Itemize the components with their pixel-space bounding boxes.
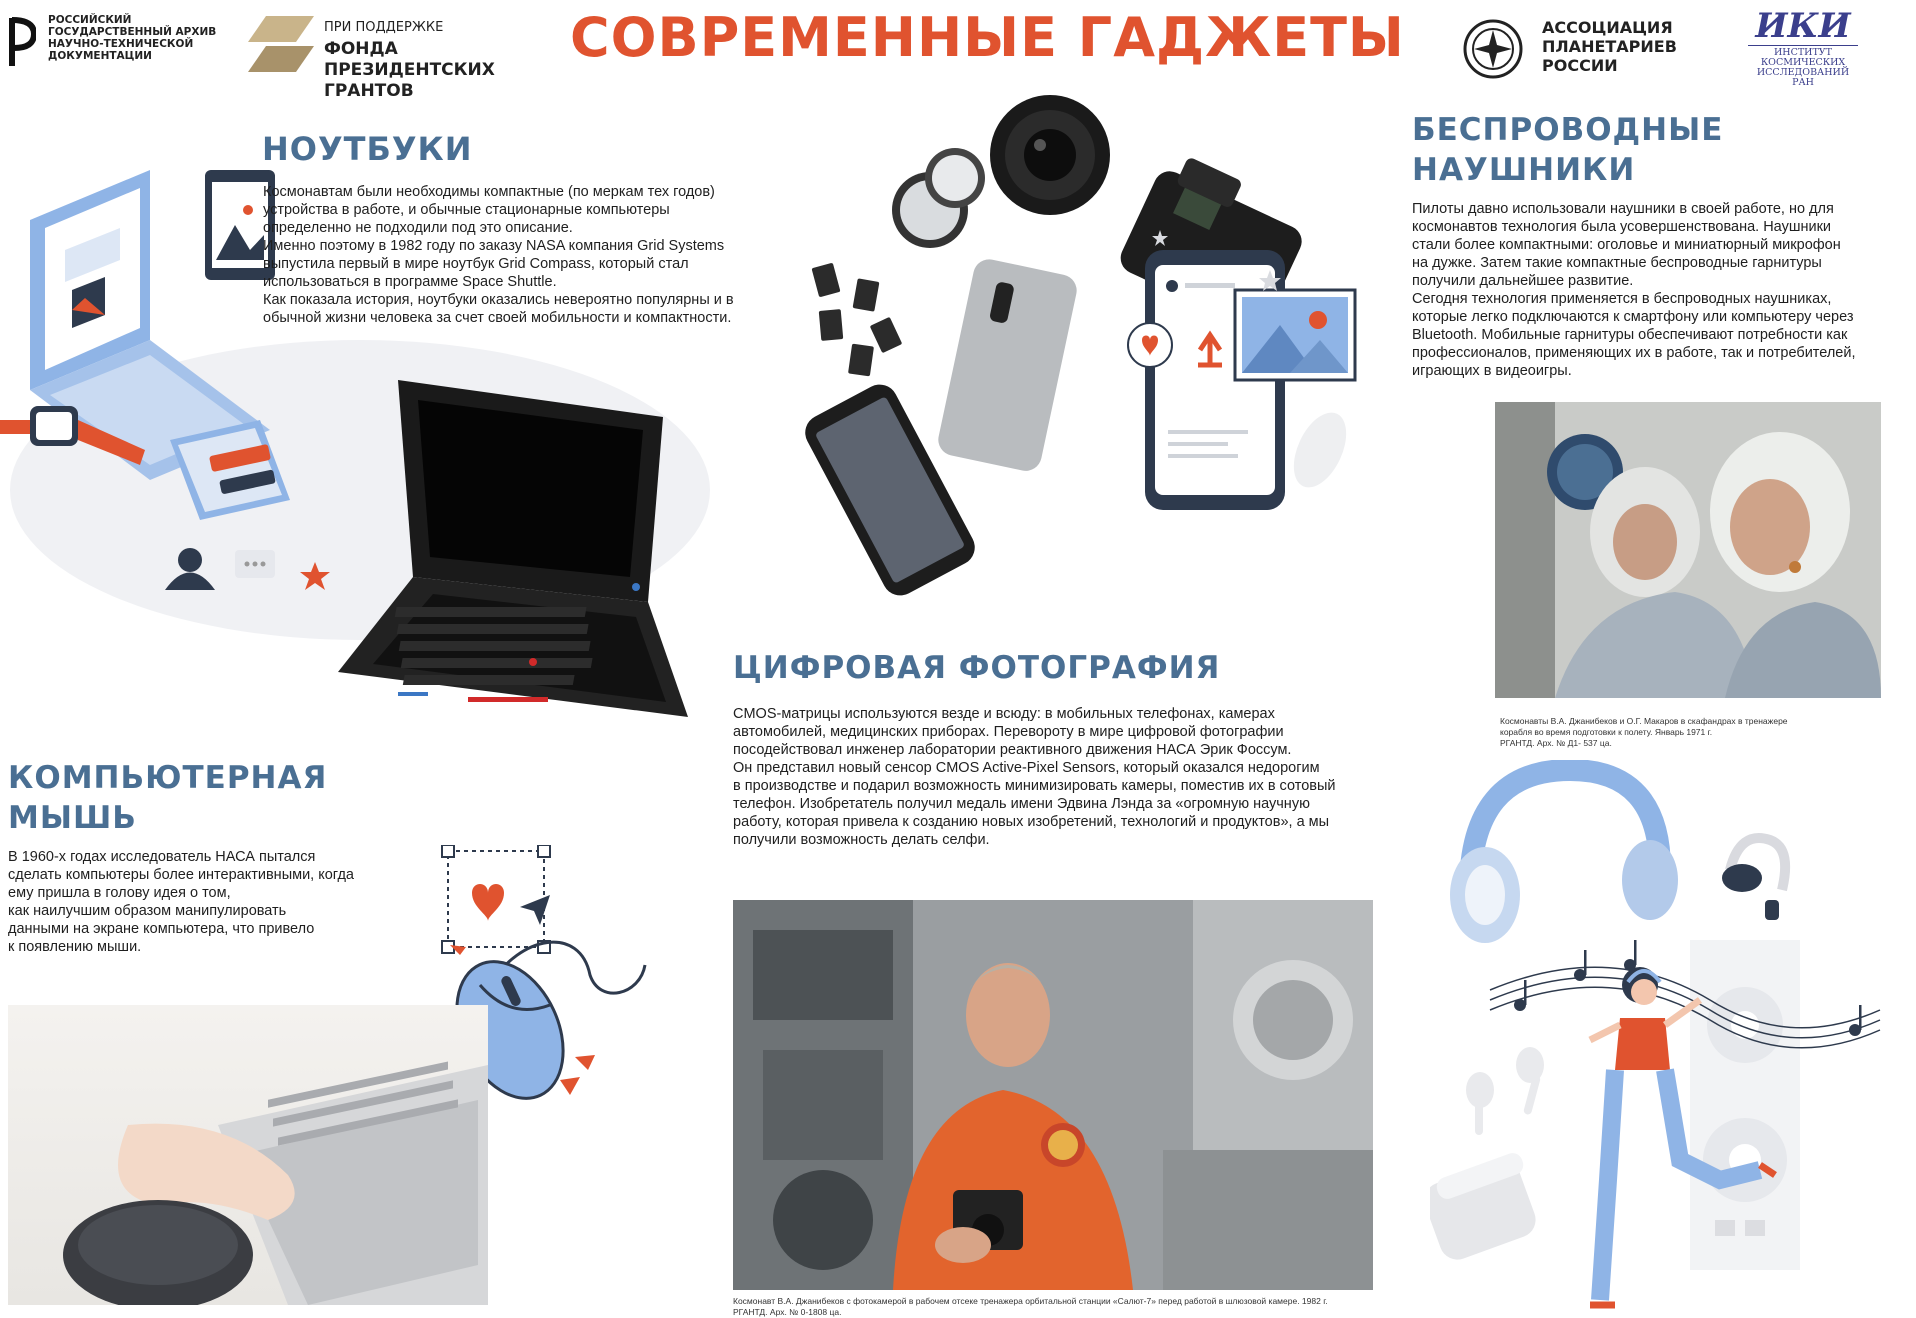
mouse-heading-line: МЫШЬ <box>8 800 137 836</box>
mouse-text <box>8 848 408 956</box>
mouse-text-line: ему пришла в голову идея о том, <box>8 885 231 901</box>
iki-logo-letters: ИКИ <box>1755 6 1851 46</box>
fund-logo-line: ПРИ ПОДДЕРЖКЕ <box>324 20 444 35</box>
photo-caption <box>733 1296 1373 1318</box>
laptops-text <box>263 183 753 327</box>
headphones-caption-line: Космонавты В.А. Джанибеков и О.Г. Макаров в скафандрах в тренажере <box>1500 716 1788 726</box>
mouse-text-line: данными на экране компьютера, что привело <box>8 921 315 937</box>
headphones-caption-line: корабля во время подготовки к полету. Январь 1971 г. <box>1500 727 1713 737</box>
archive-logo-line: НАУЧНО-ТЕХНИЧЕСКОЙ <box>48 38 194 50</box>
mouse-heading <box>8 758 327 838</box>
laptops-paragraph: Именно поэтому в 1982 году по заказу NASA компания Grid Systems выпустила первый в мире ноутбук Grid Compass, который стал использоваться в программе Space Shuttle. <box>263 238 725 290</box>
laptops-paragraph: Космонавтам были необходимы компактные (по меркам тех годов) устройства в работе, и обычные стационарные компьютеры определенно не подходили под это описание. <box>263 184 715 236</box>
cosmonaut-camera-photo <box>733 900 1373 1290</box>
iki-logo-line: ИНСТИТУТ <box>1774 47 1832 58</box>
hand-mouse-photo <box>8 1005 488 1305</box>
fund-logo-line: ФОНДА <box>324 39 398 59</box>
iki-logo-line: ИССЛЕДОВАНИЙ <box>1756 67 1850 78</box>
headphones-heading-line: БЕСПРОВОДНЫЕ <box>1412 112 1724 148</box>
archive-logo-line: РОССИЙСКИЙ <box>48 14 132 26</box>
headphones-text-line: космонавтов технология была усовершенствована. Наушники <box>1412 219 1832 235</box>
headphones-illustration <box>1430 760 1910 1310</box>
iki-logo <box>1728 8 1878 92</box>
photo-text <box>733 705 1373 849</box>
laptops-heading: НОУТБУКИ <box>262 130 473 168</box>
photo-text-line: работу, которая привела к созданию новых изобретений, технологий и продуктов», а мы <box>733 814 1330 830</box>
headphones-caption-line: РГАНТД. Арх. № Д1- 537 ца. <box>1500 738 1612 748</box>
photo-text-line: Он представил новый сенсор CMOS Active-Pixel Sensors, который оказался недорогим <box>733 760 1320 776</box>
photo-text-line: телефон. Изобретатель получил медаль имени Эдвина Лэнда за «огромную научную <box>733 796 1310 812</box>
archive-logo <box>8 14 228 74</box>
planetarium-logo-line: РОССИИ <box>1542 56 1618 75</box>
laptops-paragraph: Как показала история, ноутбуки оказались невероятно популярны и в обычной жизни человека за счет своей мобильности и компактности. <box>263 292 734 326</box>
headphones-text-line: стали более компактными: оголовье и миниатюрный микрофон <box>1412 237 1841 253</box>
photo-text-line: получили возможность делать селфи. <box>733 832 990 848</box>
headphones-caption <box>1500 716 1880 749</box>
mouse-text-line: сделать компьютеры более интерактивными, когда <box>8 867 354 883</box>
mouse-text-line: В 1960-х годах исследователь НАСА пытался <box>8 849 316 865</box>
headphones-heading-line: НАУШНИКИ <box>1412 152 1636 188</box>
planetarium-logo-line: ПЛАНЕТАРИЕВ <box>1542 37 1677 56</box>
photo-text-line: в производстве и подарил возможность минимизировать камеры, поместив их в сотовый <box>733 778 1336 794</box>
headphones-heading <box>1412 110 1723 190</box>
mouse-text-line: как наилучшим образом манипулировать <box>8 903 287 919</box>
grid-compass-laptop-photo <box>318 372 698 734</box>
fund-logo-line: ГРАНТОВ <box>324 81 414 101</box>
fund-logo-line: ПРЕЗИДЕНТСКИХ <box>324 60 495 80</box>
headphones-text-line: Bluetooth. Мобильные гарнитуры обеспечивают потребности как <box>1412 327 1848 343</box>
page-title: СОВРЕМЕННЫЕ ГАДЖЕТЫ <box>570 6 1405 69</box>
headphones-text-line: Сегодня технология применяется в беспроводных наушниках, <box>1412 291 1832 307</box>
photo-caption-line: Космонавт В.А. Джанибеков с фотокамерой в рабочем отсеке тренажера орбитальной станции «Салют-7» перед работой в шлюзовой камере. 1982 г. <box>733 1296 1328 1306</box>
photo-caption-line: РГАНТД. Арх. № 0-1808 ца. <box>733 1307 842 1317</box>
headphones-text-line: которые легко подключаются к смартфону или компьютеру через <box>1412 309 1854 325</box>
iki-logo-line: РАН <box>1792 77 1814 88</box>
planetarium-logo <box>1462 18 1692 84</box>
mouse-heading-line: КОМПЬЮТЕРНАЯ <box>8 760 328 796</box>
planetarium-logo-line: АССОЦИАЦИЯ <box>1542 18 1673 37</box>
gadgets-collage <box>800 90 1370 630</box>
archive-logo-line: ДОКУМЕНТАЦИИ <box>48 50 152 62</box>
archive-logo-line: ГОСУДАРСТВЕННЫЙ АРХИВ <box>48 26 217 38</box>
headphones-text-line: профессионалов, применяющих их в работе, так и потребителей, <box>1412 345 1856 361</box>
fund-logo-icon <box>246 14 316 74</box>
headphones-text-line: играющих в видеоигры. <box>1412 363 1572 379</box>
photo-text-line: посодействовал инженер лаборатории реактивного движения НАСА Эрик Фоссум. <box>733 742 1292 758</box>
fund-logo <box>246 14 506 104</box>
headphones-text-line: Пилоты давно использовали наушники в своей работе, но для <box>1412 201 1834 217</box>
photo-text-line: CMOS-матрицы используются везде и всюду: в мобильных телефонах, камерах <box>733 706 1275 722</box>
cosmonauts-spacesuits-photo <box>1495 402 1881 698</box>
headphones-text-line: на дужке. Затем такие компактные беспроводные гарнитуры <box>1412 255 1822 271</box>
headphones-text <box>1412 200 1902 380</box>
photo-text-line: автомобилей, медицинских приборах. Перевороту в мире цифровой фотографии <box>733 724 1284 740</box>
mouse-text-line: к появлению мыши. <box>8 939 142 955</box>
archive-logo-icon <box>8 14 36 68</box>
headphones-text-line: получили дальнейшее развитие. <box>1412 273 1634 289</box>
planetarium-logo-icon <box>1462 18 1524 80</box>
iki-logo-line: КОСМИЧЕСКИХ <box>1760 57 1846 68</box>
photo-heading: ЦИФРОВАЯ ФОТОГРАФИЯ <box>733 650 1221 686</box>
